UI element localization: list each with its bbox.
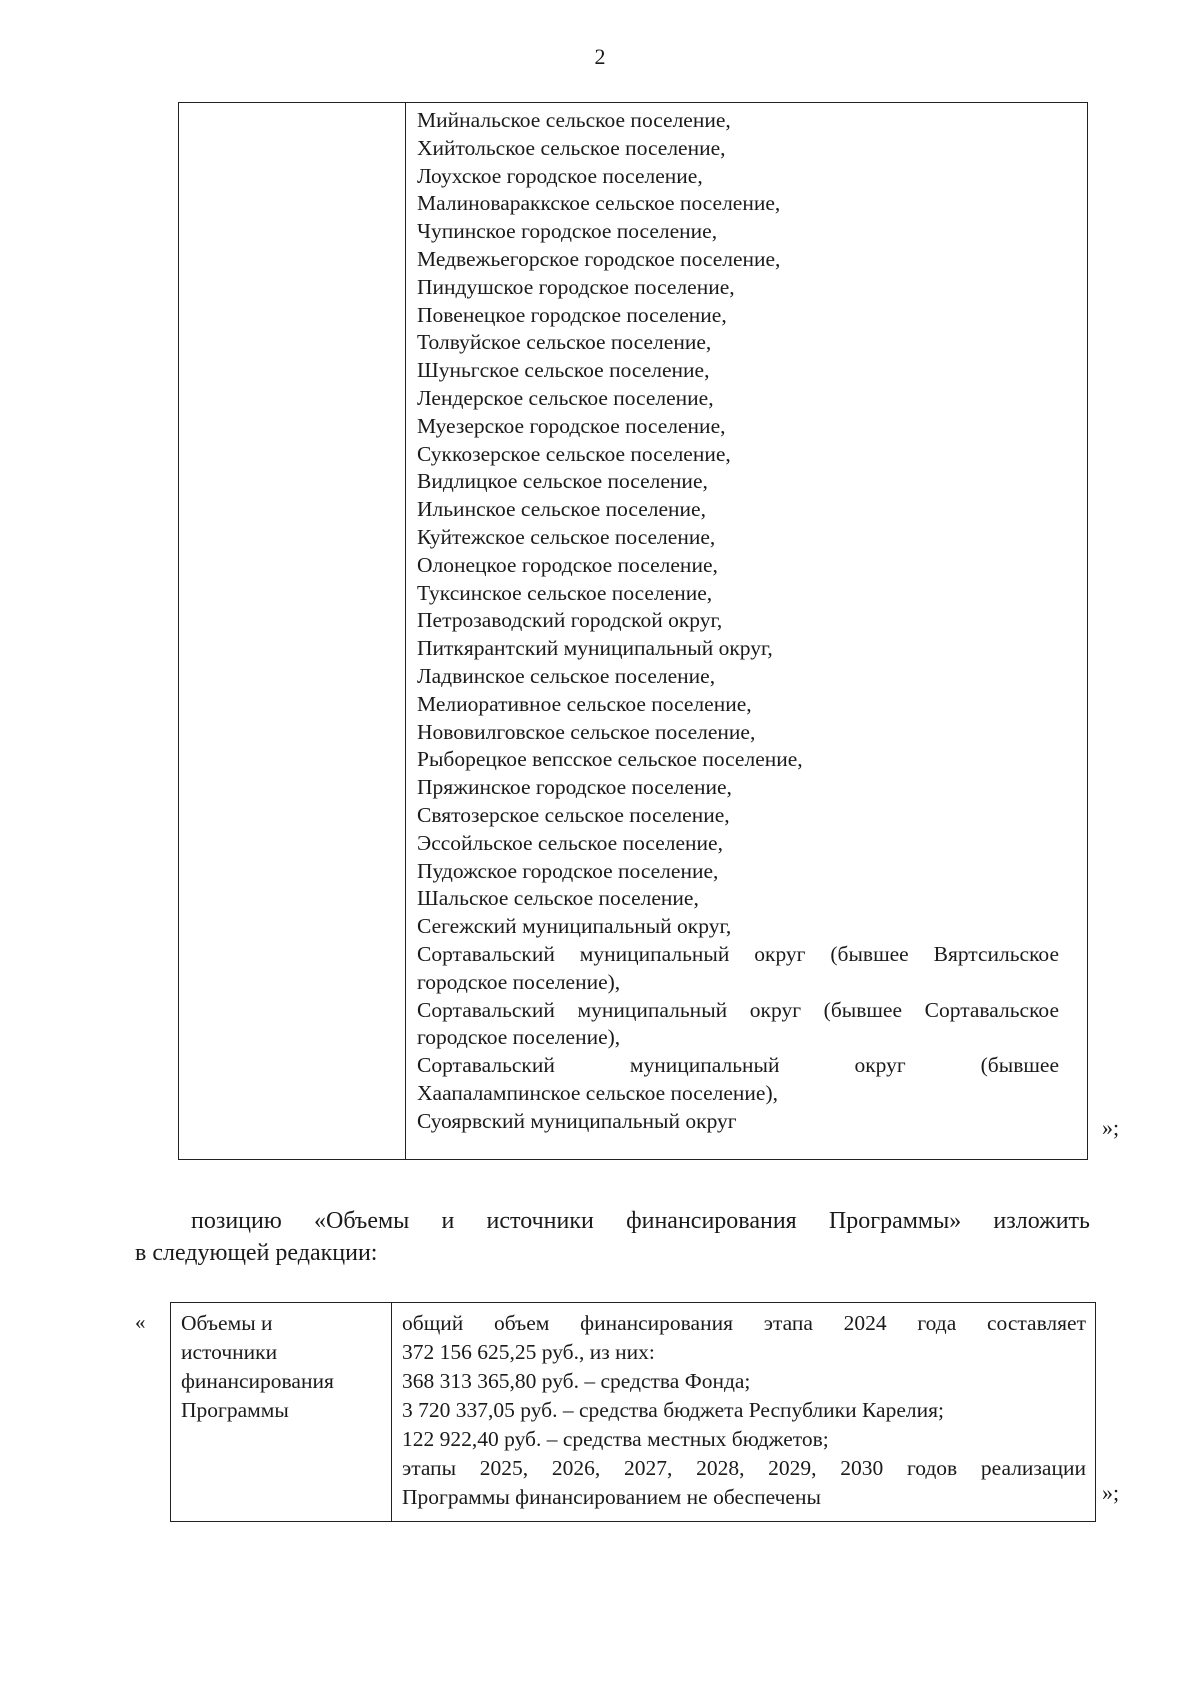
financing-line: 368 313 365,80 руб. – средства Фонда; <box>402 1369 751 1393</box>
settlements-table <box>178 102 1088 1160</box>
page-number: 2 <box>594 44 606 69</box>
amendment-paragraph <box>135 1205 1090 1269</box>
label-line: финансирования <box>181 1369 334 1393</box>
paragraph-line: позицию «Объемы и источники финансирования Программы» изложить <box>191 1208 1090 1234</box>
settlement-line: Олонецкое городское поселение, <box>417 552 718 577</box>
opening-quote: « <box>135 1310 146 1334</box>
settlement-line: Суоярвский муниципальный округ <box>417 1108 737 1133</box>
settlement-line: Хаапалампинское сельское поселение), <box>417 1080 778 1105</box>
settlement-line: Медвежьегорское городское поселение, <box>417 246 781 271</box>
settlement-line: Сегежский муниципальный округ, <box>417 914 732 939</box>
settlement-line: Шальское сельское поселение, <box>417 886 699 911</box>
paragraph-line: в следующей редакции: <box>135 1240 378 1266</box>
settlement-line: Сортавальский муниципальный округ (бывшее Вяртсильское <box>417 941 1059 966</box>
financing-value-cell <box>402 1309 1086 1512</box>
settlement-line: Эссойльское сельское поселение, <box>417 830 723 855</box>
financing-line: 3 720 337,05 руб. – средства бюджета Республики Карелия; <box>402 1398 944 1422</box>
settlement-line: Суккозерское сельское поселение, <box>417 441 731 466</box>
settlement-line: Питкярантский муниципальный округ, <box>417 636 773 661</box>
financing-line: общий объем финансирования этапа 2024 года составляет <box>402 1311 1086 1335</box>
table-column-divider <box>405 103 406 1159</box>
settlement-line: Малиновараккское сельское поселение, <box>417 191 781 216</box>
settlement-line: Лоухское городское поселение, <box>417 163 703 188</box>
settlement-line: Святозерское сельское поселение, <box>417 802 730 827</box>
settlement-line: Куйтежское сельское поселение, <box>417 524 716 549</box>
settlement-line: Ладвинское сельское поселение, <box>417 663 716 688</box>
label-line: Объемы и <box>181 1311 273 1335</box>
settlement-line: Сортавальский муниципальный округ (бывшее <box>417 1053 1059 1078</box>
financing-table <box>170 1302 1096 1522</box>
financing-line: 122 922,40 руб. – средства местных бюджетов; <box>402 1427 829 1451</box>
settlement-line: Повенецкое городское поселение, <box>417 302 727 327</box>
settlement-line: Мелиоративное сельское поселение, <box>417 691 752 716</box>
settlement-line: Лендерское сельское поселение, <box>417 385 714 410</box>
settlement-line: Рыборецкое вепсское сельское поселение, <box>417 747 803 772</box>
financing-label-cell <box>181 1309 386 1425</box>
settlement-line: Пряжинское городское поселение, <box>417 775 732 800</box>
settlement-line: Хийтольское сельское поселение, <box>417 135 726 160</box>
closing-quote: »; <box>1102 1115 1120 1140</box>
settlement-line: Туксинское сельское поселение, <box>417 580 713 605</box>
settlement-line: Толвуйское сельское поселение, <box>417 330 712 355</box>
settlement-line: Петрозаводский городской округ, <box>417 608 723 633</box>
financing-line: этапы 2025, 2026, 2027, 2028, 2029, 2030 годов реализации <box>402 1456 1086 1480</box>
settlement-line: Видлицкое сельское поселение, <box>417 469 708 494</box>
label-line: Программы <box>181 1398 289 1422</box>
financing-line: Программы финансированием не обеспечены <box>402 1485 821 1509</box>
financing-line: 372 156 625,25 руб., из них: <box>402 1340 655 1364</box>
settlement-line: городское поселение), <box>417 969 621 994</box>
closing-quote: »; <box>1102 1480 1120 1505</box>
settlement-line: Ильинское сельское поселение, <box>417 497 706 522</box>
settlement-line: Чупинское городское поселение, <box>417 219 718 244</box>
settlement-line: Шуньгское сельское поселение, <box>417 358 710 383</box>
settlement-line: Нововилговское сельское поселение, <box>417 719 756 744</box>
settlements-list-cell <box>417 107 1059 1135</box>
settlement-line: Пиндушское городское поселение, <box>417 274 735 299</box>
settlement-line: Пудожское городское поселение, <box>417 858 719 883</box>
settlement-line: городское поселение), <box>417 1025 621 1050</box>
label-line: источники <box>181 1340 278 1364</box>
table-column-divider <box>391 1303 392 1521</box>
settlement-line: Муезерское городское поселение, <box>417 413 726 438</box>
settlement-line: Сортавальский муниципальный округ (бывшее Сортавальское <box>417 997 1059 1022</box>
settlement-line: Мийнальское сельское поселение, <box>417 108 731 132</box>
